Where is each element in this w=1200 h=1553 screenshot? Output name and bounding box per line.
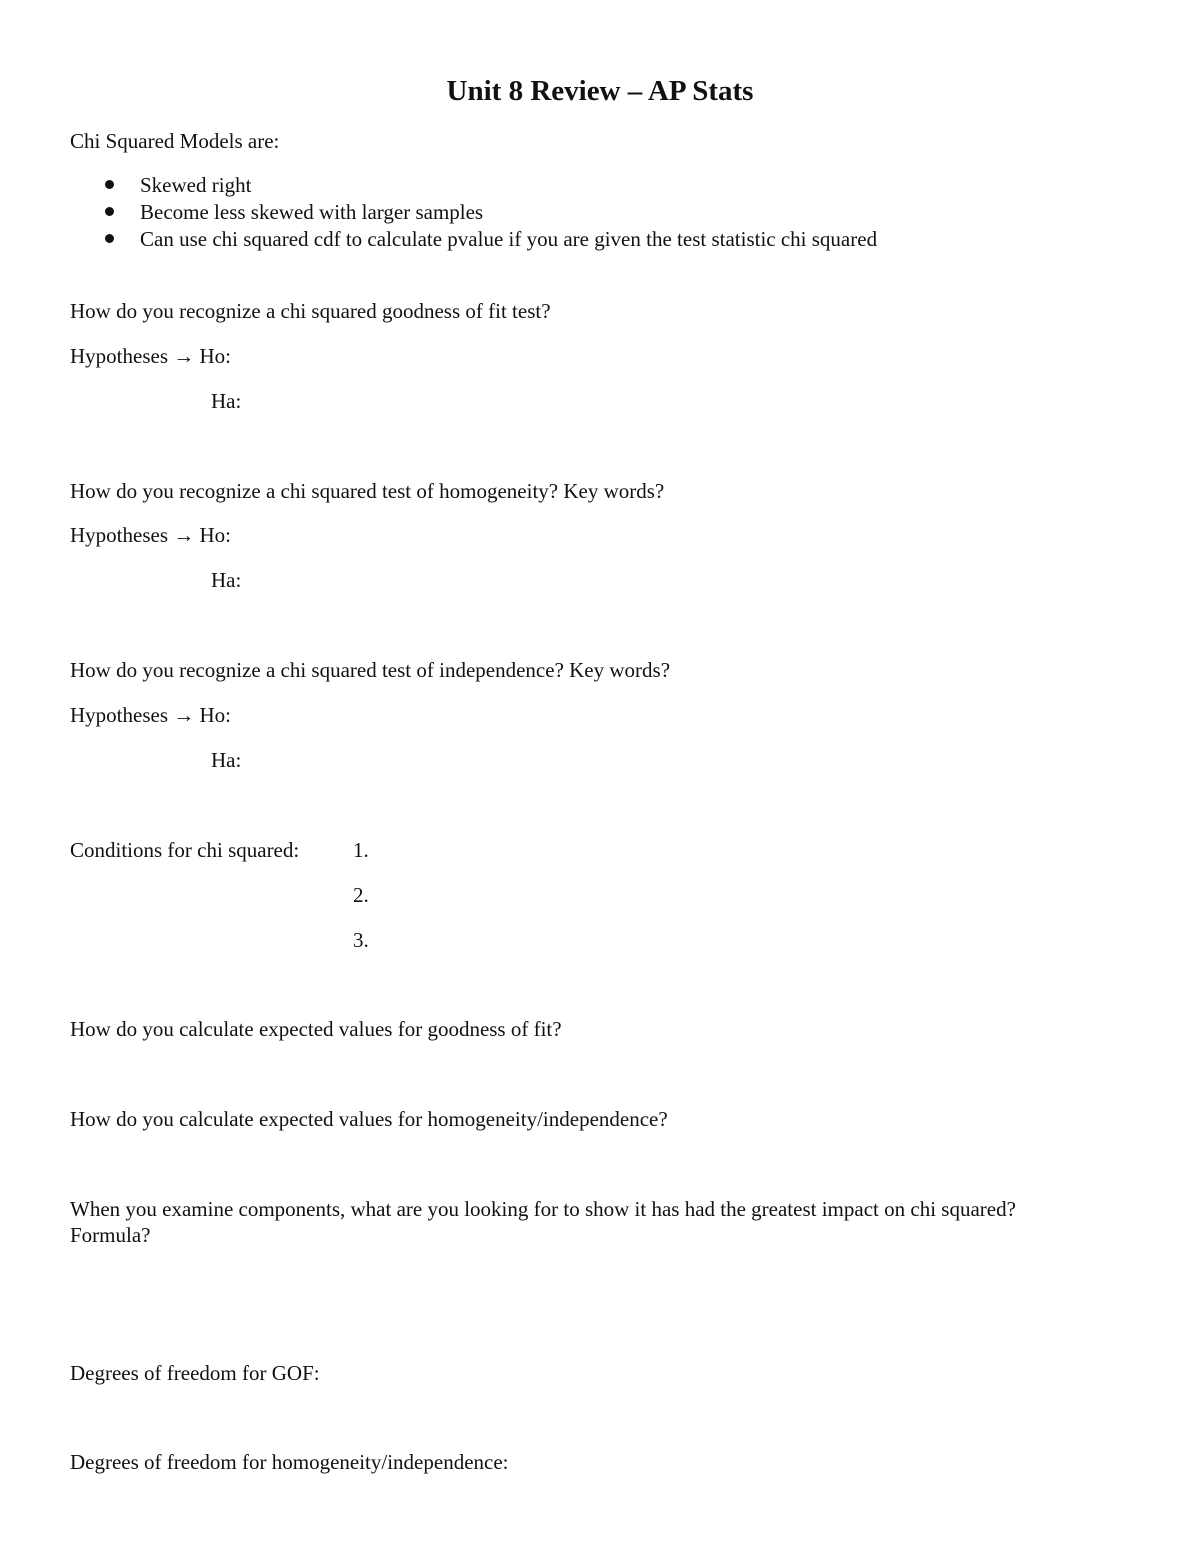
- condition-number: 3.: [353, 928, 369, 952]
- independence-ho-label: Hypotheses → Ho:: [70, 703, 231, 727]
- df-homogeneity-label: Degrees of freedom for homogeneity/independence:: [70, 1450, 509, 1474]
- independence-question: How do you recognize a chi squared test of independence? Key words?: [70, 658, 671, 682]
- components-question: When you examine components, what are you looking for to show it has had the greatest impact on chi squared? Formula?: [70, 1197, 1016, 1247]
- list-item: Can use chi squared cdf to calculate pvalue if you are given the test statistic chi squared: [140, 227, 878, 251]
- page-title: Unit 8 Review – AP Stats: [446, 75, 754, 107]
- bullet-icon: [105, 207, 114, 216]
- expected-homogeneity-question: How do you calculate expected values for homogeneity/independence?: [70, 1107, 668, 1131]
- homogeneity-ha-label: Ha:: [211, 568, 242, 592]
- condition-number: 2.: [353, 883, 369, 907]
- expected-gof-question: How do you calculate expected values for goodness of fit?: [70, 1017, 562, 1041]
- homogeneity-question: How do you recognize a chi squared test of homogeneity? Key words?: [70, 479, 665, 503]
- homogeneity-ho-label: Hypotheses → Ho:: [70, 523, 231, 547]
- bullet-icon: [105, 180, 114, 189]
- independence-ha-label: Ha:: [211, 748, 242, 772]
- list-item: Skewed right: [140, 173, 252, 197]
- condition-number: 1.: [353, 838, 369, 862]
- df-gof-label: Degrees of freedom for GOF:: [70, 1361, 320, 1385]
- conditions-label: Conditions for chi squared:: [70, 838, 300, 862]
- bullet-icon: [105, 234, 114, 243]
- list-item: Become less skewed with larger samples: [140, 200, 484, 224]
- gof-ha-label: Ha:: [211, 389, 242, 413]
- gof-ho-label: Hypotheses → Ho:: [70, 344, 231, 368]
- gof-question: How do you recognize a chi squared goodness of fit test?: [70, 299, 551, 323]
- intro-text: Chi Squared Models are:: [70, 129, 280, 153]
